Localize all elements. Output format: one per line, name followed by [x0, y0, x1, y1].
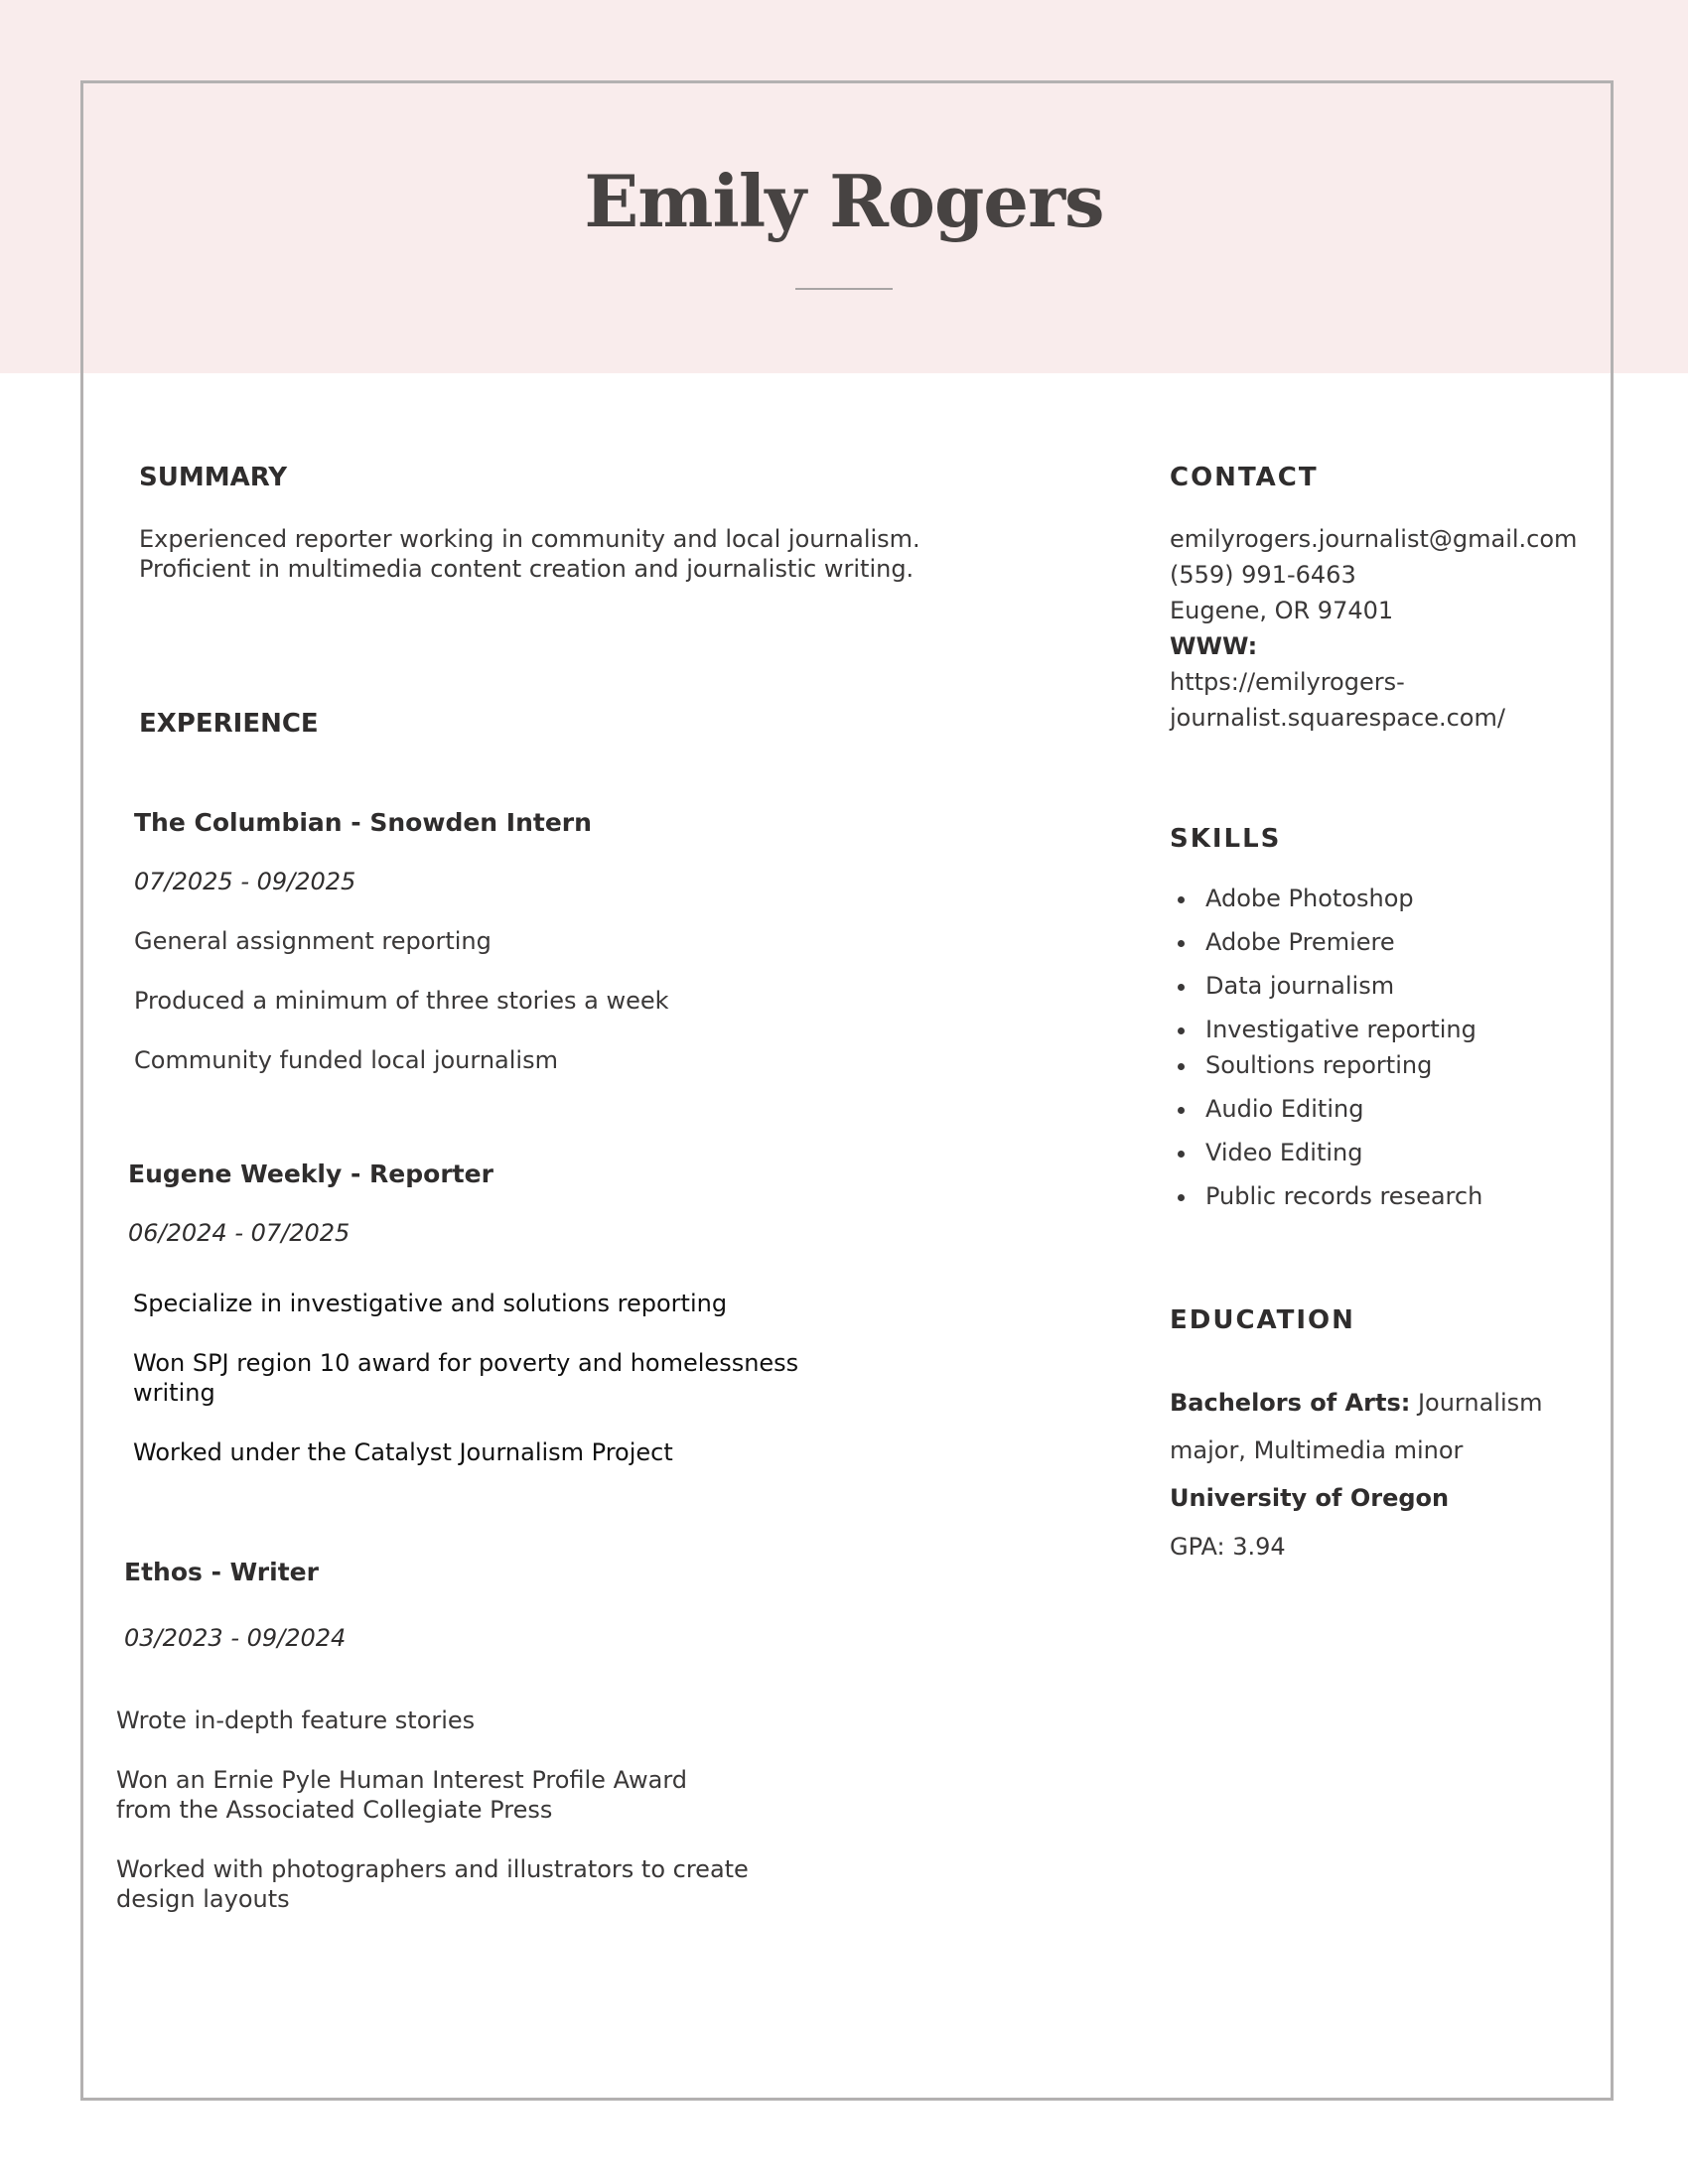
skill-item: Public records research — [1170, 1179, 1482, 1223]
contact-location: Eugene, OR 97401 — [1170, 597, 1394, 624]
degree-label: Bachelors of Arts: — [1170, 1389, 1411, 1417]
summary-line-1: Experienced reporter working in community and local journalism. — [139, 525, 920, 553]
contact-website-line-1: https://emilyrogers- — [1170, 668, 1405, 696]
skills-heading: SKILLS — [1170, 824, 1282, 854]
skill-item: Data journalism — [1170, 969, 1482, 1013]
education-heading: EDUCATION — [1170, 1305, 1355, 1335]
skill-item: Adobe Photoshop — [1170, 882, 1482, 925]
degree-detail: Journalism — [1410, 1389, 1543, 1417]
job-item-continued: from the Associated Collegiate Press — [116, 1796, 553, 1824]
job-item: Produced a minimum of three stories a week — [134, 987, 669, 1015]
job-item: General assignment reporting — [134, 927, 492, 955]
education-gpa: GPA: 3.94 — [1170, 1533, 1286, 1561]
job-title-columbian: The Columbian - Snowden Intern — [134, 808, 592, 837]
skill-item: Adobe Premiere — [1170, 925, 1482, 969]
skill-item: Soultions reporting — [1170, 1048, 1482, 1092]
job-item: Community funded local journalism — [134, 1046, 558, 1074]
experience-heading: EXPERIENCE — [139, 709, 319, 739]
job-item: Won SPJ region 10 award for poverty and homelessness — [133, 1349, 799, 1377]
contact-www-label: WWW: — [1170, 632, 1258, 660]
job-item-continued: design layouts — [116, 1885, 290, 1913]
job-title-eugene-weekly: Eugene Weekly - Reporter — [128, 1160, 493, 1188]
education-school: University of Oregon — [1170, 1484, 1450, 1512]
job-dates-eugene-weekly: 06/2024 - 07/2025 — [128, 1219, 351, 1247]
summary-line-2: Proficient in multimedia content creation and journalistic writing. — [139, 555, 914, 583]
job-item: Worked with photographers and illustrators to create — [116, 1855, 749, 1883]
skills-list — [1170, 882, 1482, 1223]
job-item: Wrote in-depth feature stories — [116, 1706, 476, 1734]
job-item: Won an Ernie Pyle Human Interest Profile Award — [116, 1766, 688, 1794]
contact-phone: (559) 991-6463 — [1170, 561, 1356, 589]
skill-item: Video Editing — [1170, 1136, 1482, 1179]
job-item-continued: writing — [133, 1379, 215, 1407]
job-item: Specialize in investigative and solutions reporting — [133, 1290, 728, 1317]
skill-item: Audio Editing — [1170, 1092, 1482, 1136]
skill-item: Investigative reporting — [1170, 1013, 1482, 1048]
job-item: Worked under the Catalyst Journalism Project — [133, 1438, 673, 1466]
contact-email: emilyrogers.journalist@gmail.com — [1170, 525, 1578, 553]
job-dates-columbian: 07/2025 - 09/2025 — [134, 868, 356, 895]
contact-website-line-2: journalist.squarespace.com/ — [1170, 704, 1505, 732]
education-degree — [1170, 1388, 1543, 1419]
job-title-ethos: Ethos - Writer — [124, 1558, 319, 1586]
contact-heading: CONTACT — [1170, 463, 1319, 492]
candidate-name: Emily Rogers — [584, 159, 1104, 243]
education-degree-line-2: major, Multimedia minor — [1170, 1436, 1464, 1464]
name-divider — [795, 288, 893, 290]
summary-heading: SUMMARY — [139, 463, 288, 492]
job-dates-ethos: 03/2023 - 09/2024 — [124, 1624, 347, 1652]
